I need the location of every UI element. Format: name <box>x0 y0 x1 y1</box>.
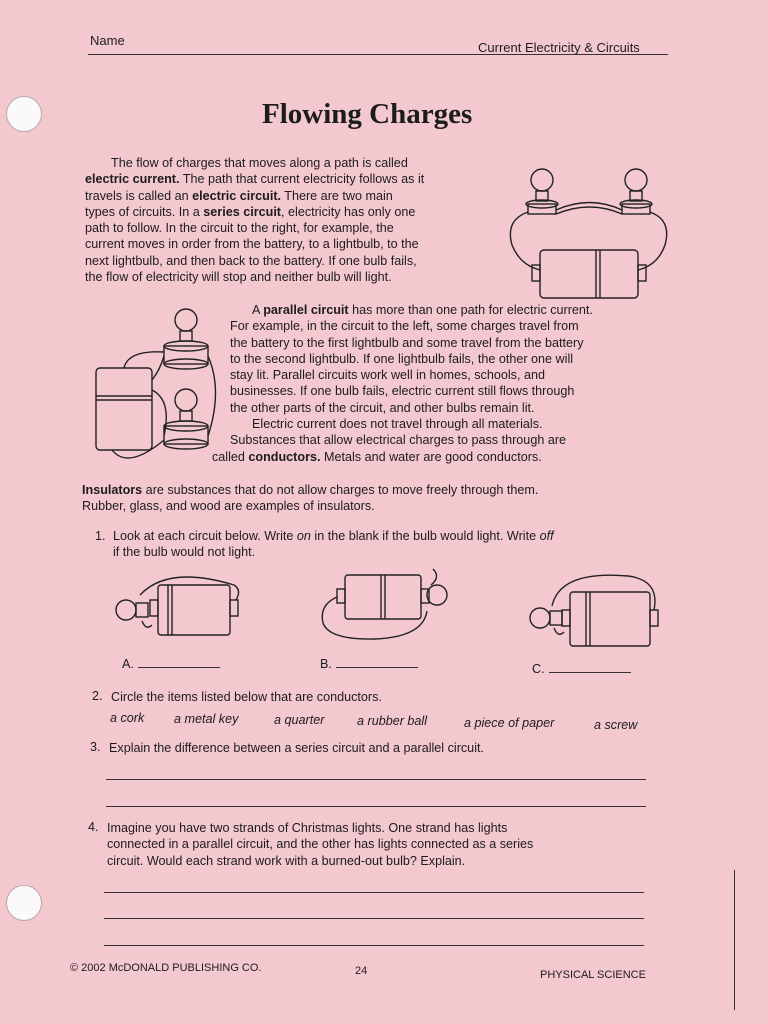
conductor-option[interactable]: a piece of paper <box>464 716 555 730</box>
conductor-option[interactable]: a quarter <box>274 713 325 727</box>
q4-line: circuit. Would each strand work with a burned-out bulb? Explain. <box>107 853 466 868</box>
text-line: Substances that allow electrical charges to pass through are <box>230 433 567 448</box>
key-term: Insulators <box>82 483 143 497</box>
q1-text <box>113 528 554 561</box>
header-rule <box>88 54 668 55</box>
circuit-a-illustration <box>108 565 243 650</box>
intro-paragraph <box>85 155 505 285</box>
q4-line: connected in a parallel circuit, and the other has lights connected as a series <box>107 837 534 852</box>
text-line: current moves in order from the battery, to a lightbulb, to the <box>85 237 419 252</box>
conductor-option[interactable]: a screw <box>594 718 638 732</box>
text-part: There are two main <box>281 188 393 203</box>
circuit-b-blank[interactable] <box>336 655 418 668</box>
q1-number: 1. <box>95 529 106 543</box>
q4-number: 4. <box>88 820 99 834</box>
q3-answer-line[interactable] <box>106 779 646 780</box>
text-part: , electricity has only one <box>281 204 416 219</box>
copyright: © 2002 McDONALD PUBLISHING CO. <box>70 962 262 974</box>
text-part: are substances that do not allow charges to move freely through them. <box>142 483 539 497</box>
key-term: conductors. <box>248 449 321 464</box>
q3-number: 3. <box>90 740 101 754</box>
text-line <box>85 204 505 220</box>
conductor-option[interactable]: a cork <box>110 711 145 725</box>
circuit-b-label: B. <box>320 657 332 671</box>
margin-mark <box>734 870 735 1010</box>
text-part: types of circuits. In a <box>85 204 204 219</box>
key-term: electric current. <box>85 172 180 187</box>
q4-text <box>107 820 533 869</box>
text-line: businesses. If one bulb fails, electric current still flows through <box>230 384 575 399</box>
text-line: The flow of charges that moves along a path is called <box>111 156 408 170</box>
q4-answer-line[interactable] <box>104 918 644 919</box>
conductor-option[interactable]: a rubber ball <box>357 714 428 728</box>
circuit-a-label: A. <box>122 657 134 671</box>
text-line: For example, in the circuit to the left, some charges travel from <box>230 319 579 334</box>
text-line: the battery to the first lightbulb and some travel from the battery <box>230 335 584 350</box>
q1-text-line2: if the bulb would not light. <box>113 545 256 560</box>
text-line: Rubber, glass, and wood are examples of insulators. <box>82 499 375 514</box>
circuit-a-answer <box>122 655 220 672</box>
series-circuit-illustration <box>500 160 680 310</box>
text-part: A <box>252 303 264 317</box>
text-line: stay lit. Parallel circuits work well in homes, schools, and <box>230 368 545 383</box>
key-term: parallel circuit <box>263 303 349 317</box>
name-label: Name <box>90 33 125 48</box>
text-part: Metals and water are good conductors. <box>320 449 542 464</box>
key-term: electric circuit. <box>192 188 282 203</box>
text-line: the other parts of the circuit, and other bulbs remain lit. <box>230 400 535 415</box>
text-line: path to follow. In the circuit to the right, for example, the <box>85 221 394 236</box>
circuit-b-illustration <box>315 565 455 650</box>
parallel-circuit-illustration <box>88 300 228 480</box>
q1-text-part: Look at each circuit below. Write <box>113 529 297 543</box>
circuit-c-answer <box>532 660 631 677</box>
q4-answer-line[interactable] <box>104 892 644 893</box>
binder-hole-top <box>6 96 42 132</box>
circuit-a-blank[interactable] <box>138 655 220 668</box>
q2-text: Circle the items listed below that are conductors. <box>111 690 382 704</box>
text-line <box>85 188 505 204</box>
text-line <box>212 302 672 318</box>
page-title: Flowing Charges <box>262 98 473 130</box>
insulator-paragraph <box>82 482 682 515</box>
text-part: called <box>212 449 249 464</box>
key-term: series circuit <box>203 204 282 219</box>
q1-on-word: on <box>296 529 311 543</box>
q1-text-part: in the blank if the bulb would light. Write <box>310 529 540 543</box>
circuit-c-label: C. <box>532 662 545 676</box>
text-line <box>85 171 505 187</box>
text-line <box>212 449 672 465</box>
text-part: The path that current electricity follows as it <box>179 172 425 187</box>
q3-answer-line[interactable] <box>106 806 646 807</box>
text-part: travels is called an <box>85 188 193 203</box>
q4-answer-line[interactable] <box>104 945 644 946</box>
text-line: Electric current does not travel through all materials. <box>252 417 543 432</box>
conductor-option[interactable]: a metal key <box>174 712 239 726</box>
text-line: next lightbulb, and then back to the battery. If one bulb fails, <box>85 253 417 268</box>
topic-label: Current Electricity & Circuits <box>478 40 640 55</box>
text-part: has more than one path for electric current. <box>348 303 593 317</box>
circuit-c-blank[interactable] <box>549 660 631 673</box>
circuit-c-illustration <box>520 570 660 655</box>
circuit-b-answer <box>320 655 418 672</box>
subject-label: PHYSICAL SCIENCE <box>540 969 646 981</box>
parallel-paragraph <box>212 302 672 465</box>
text-line: the flow of electricity will stop and neither bulb will light. <box>85 270 392 285</box>
q4-line: Imagine you have two strands of Christmas lights. One strand has lights <box>107 821 508 835</box>
q2-number: 2. <box>92 689 103 703</box>
q3-text: Explain the difference between a series circuit and a parallel circuit. <box>109 741 484 755</box>
q1-off-word: off <box>539 529 554 543</box>
text-line: to the second lightbulb. If one lightbulb fails, the other one will <box>230 351 574 366</box>
text-line <box>82 482 682 498</box>
page-number: 24 <box>355 965 368 977</box>
binder-hole-bottom <box>6 885 42 921</box>
